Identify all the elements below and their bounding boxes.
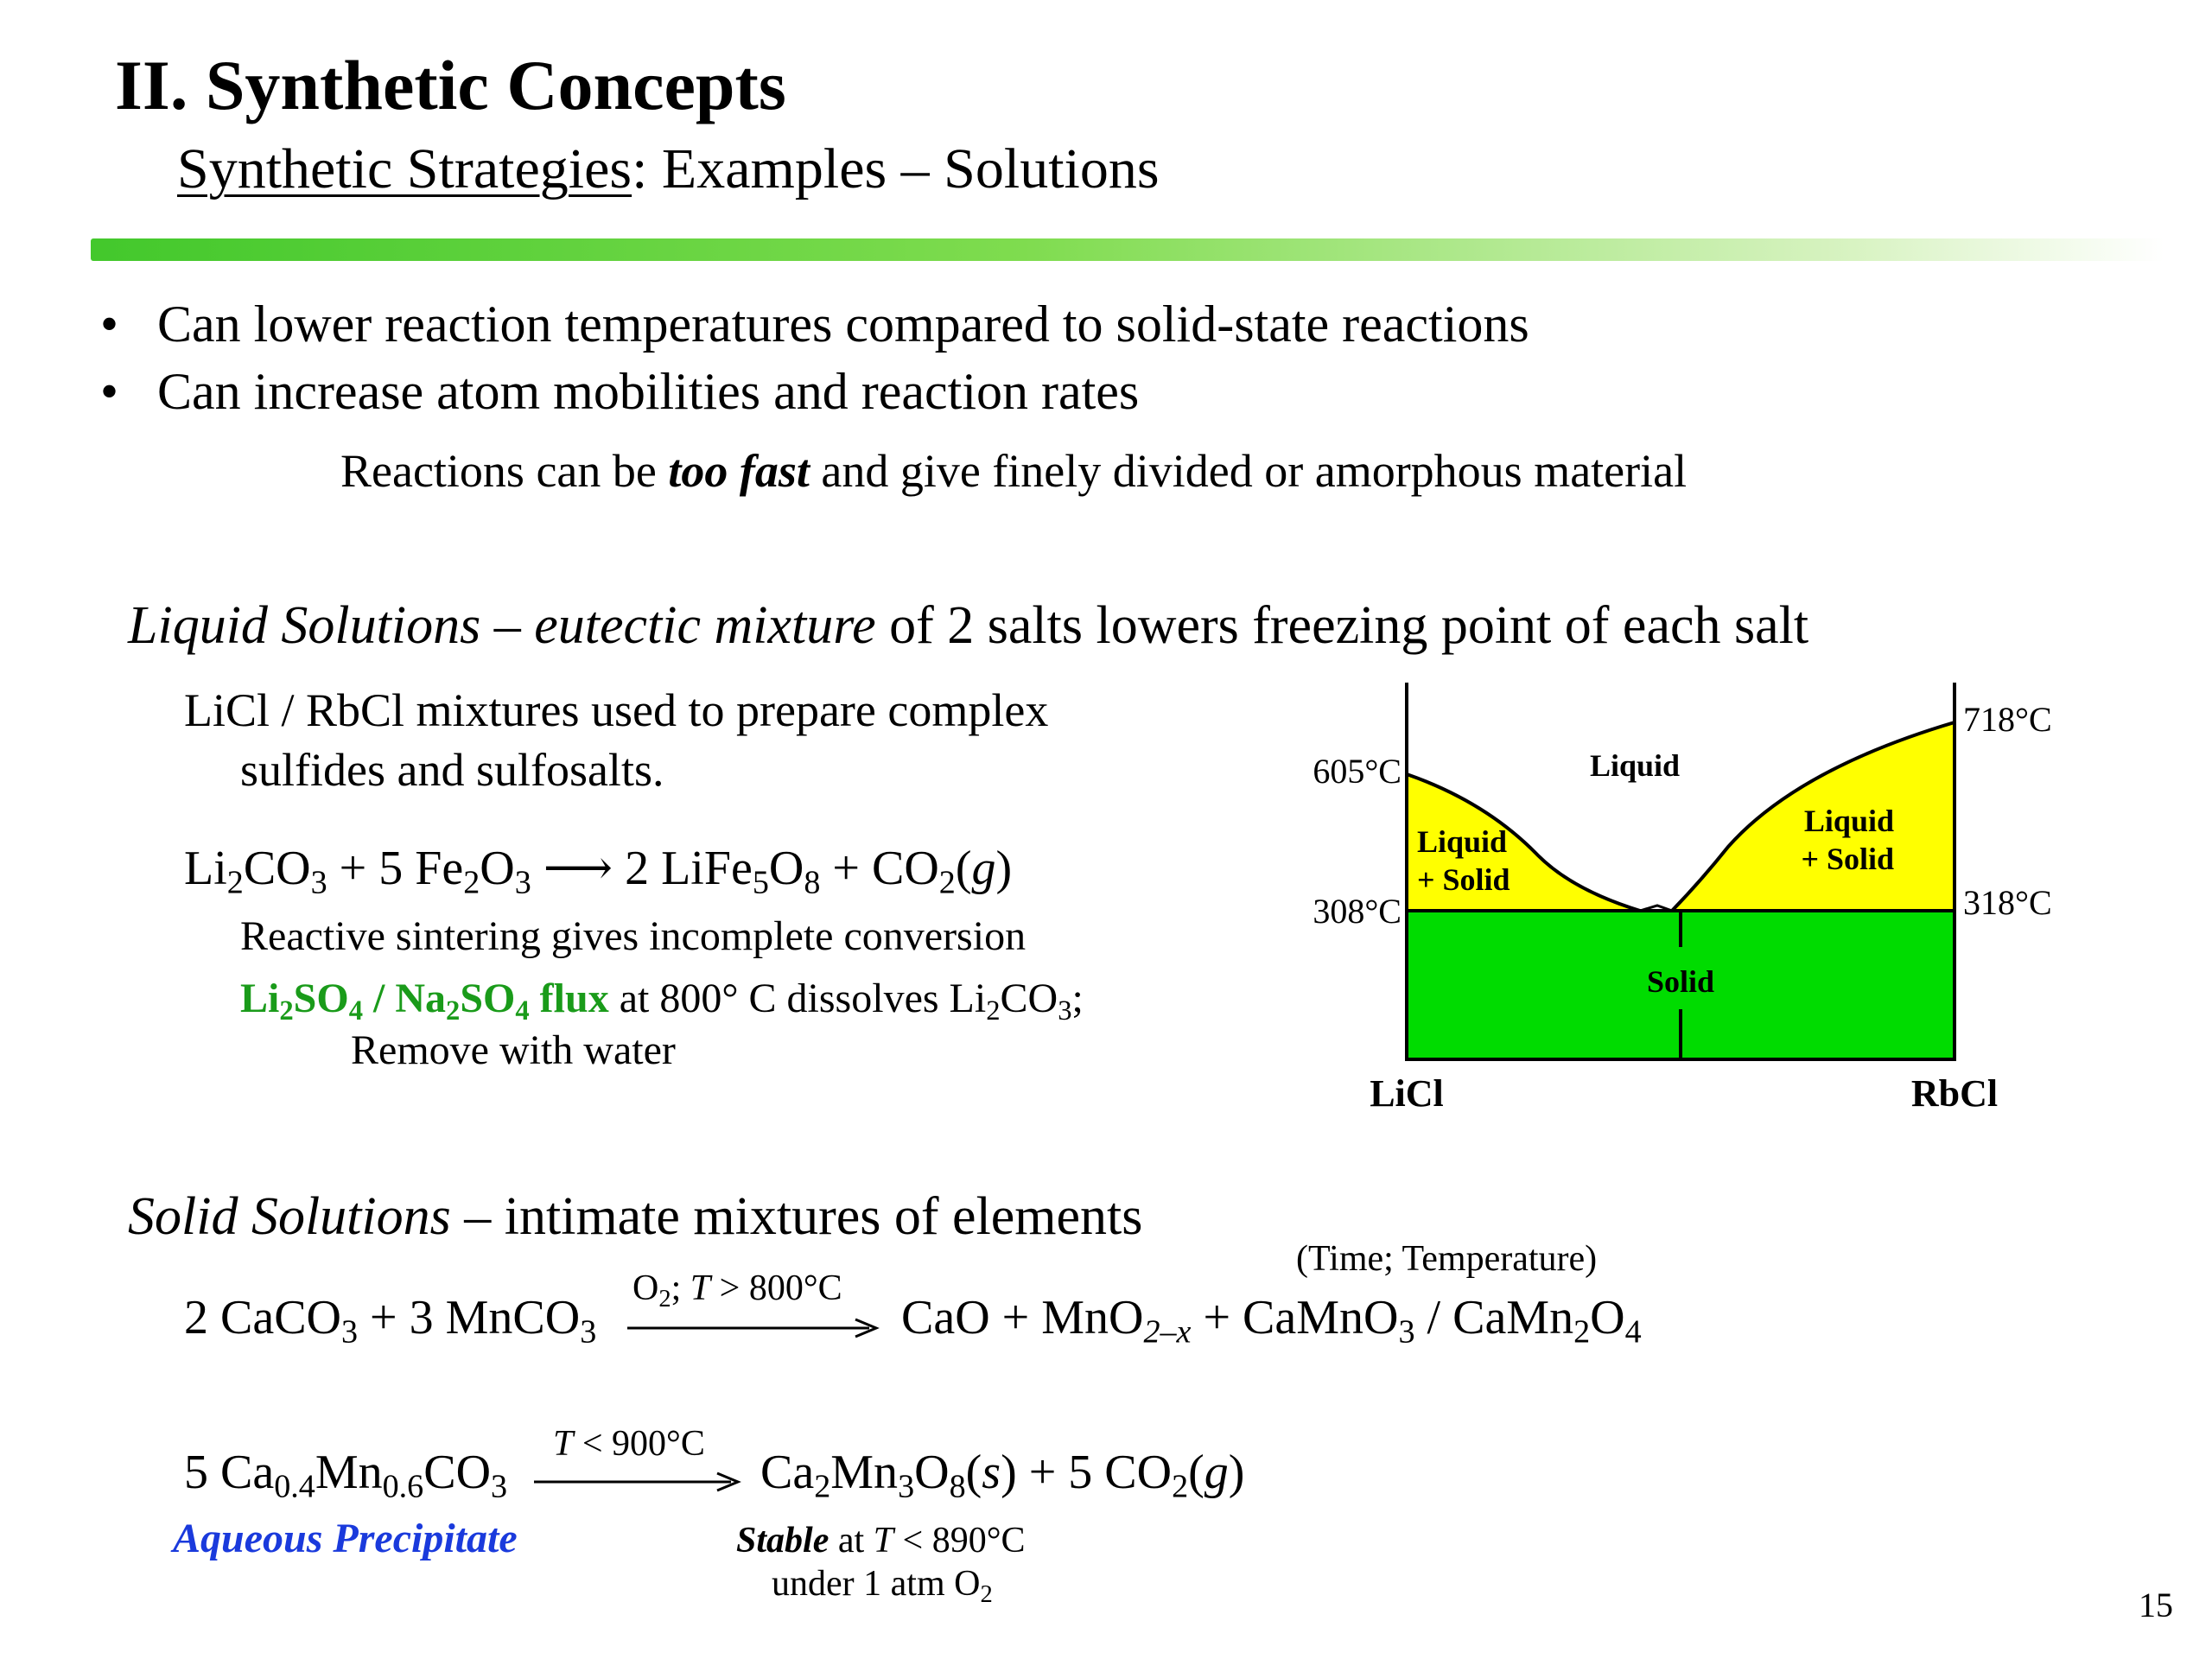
right-eutectic-temp: 318°C: [1963, 883, 2052, 922]
liquid-region-label: Liquid: [1589, 748, 1681, 783]
slide-subtitle: [177, 137, 1160, 200]
eq1-arrow: [627, 1315, 880, 1341]
page-number: 15: [2139, 1586, 2173, 1624]
ferrite-equation: $Li_2CO_3 + 5$ $Fe_2O_3$ ⟶ 2 $LiFe_5O_8 + CO_2(g)$: [184, 842, 1013, 901]
right-liquid-solid-label-2: + Solid: [1801, 842, 1894, 876]
licl-rbcl-phase-diagram: [1279, 674, 2091, 1141]
bullet-dot-icon: •: [100, 363, 119, 420]
flux-note-line2: Remove with water: [351, 1027, 676, 1073]
slide-title: II. Synthetic Concepts: [115, 46, 786, 124]
flux-formula: $Li_2SO_4 / Na_2SO_4$ flux: [240, 976, 609, 1027]
eq2-arrow: [534, 1469, 741, 1495]
left-eutectic-temp: 308°C: [1313, 892, 1402, 931]
left-melting-temp: 605°C: [1313, 752, 1402, 791]
too-fast-note: Reactions can be too fast and give finely divided or amorphous material: [340, 445, 1688, 497]
stability-note-line1: Stable at T < 890°C: [736, 1521, 1026, 1560]
x-label-rbcl: RbCl: [1910, 1072, 1999, 1115]
carbonate-equation-left: 2 CaCO$_3$ + 3 MnCO$_3$: [184, 1291, 597, 1351]
eq1-condition: $O_2$; T > 800°C: [632, 1268, 842, 1313]
time-temperature-note: (Time; Temperature): [1296, 1239, 1598, 1279]
bullet-item-1: • Can lower reaction temperatures compared to solid-state reactions: [100, 296, 1529, 353]
flux-note: $Li_2SO_4 / Na_2SO_4$ flux at 800° C dissolves $Li_2CO_3$;: [240, 976, 1084, 1027]
carbonate-equation-right: CaO + MnO$_{2-x}$ + CaMnO$_3$ / $CaMn_2O_4$: [901, 1291, 1642, 1351]
bullet-dot-icon: •: [100, 296, 119, 353]
right-melting-temp: 718°C: [1963, 700, 2052, 739]
subtitle-underlined: Synthetic Strategies: [177, 137, 632, 200]
precipitate-equation-right: $Ca_2Mn_3O_8(s) + 5$ $CO_2(g)$: [760, 1446, 1245, 1505]
liquid-solutions-heading: Liquid Solutions – eutectic mixture of 2 salts lowers freezing point of each salt: [128, 596, 1809, 655]
solid-solutions-heading: Solid Solutions – intimate mixtures of elements: [128, 1187, 1143, 1246]
aqueous-precipitate-label: Aqueous Precipitate: [173, 1516, 518, 1561]
eq2-condition: T < 900°C: [553, 1424, 705, 1464]
sintering-note: Reactive sintering gives incomplete conversion: [240, 913, 1027, 959]
licl-rbcl-para-line1: LiCl / RbCl mixtures used to prepare complex: [184, 684, 1049, 736]
too-fast-emphasis: too fast: [668, 445, 810, 497]
bullet-item-2: • Can increase atom mobilities and reaction rates: [100, 363, 1140, 420]
title-divider-bar: [91, 238, 2164, 261]
licl-rbcl-para-line2: sulfides and sulfosalts.: [240, 744, 664, 796]
solid-region-label: Solid: [1646, 964, 1715, 999]
precipitate-equation-left: 5 $Ca_{0.4}Mn_{0.6}CO_3$: [184, 1446, 508, 1505]
stability-note-line2: under 1 atm $O_2$: [772, 1564, 993, 1608]
left-liquid-solid-label-2: + Solid: [1417, 862, 1510, 897]
left-liquid-solid-label-1: Liquid: [1417, 824, 1508, 859]
x-label-licl: LiCl: [1370, 1072, 1444, 1115]
right-liquid-solid-label-1: Liquid: [1803, 804, 1894, 838]
subtitle-rest: : Examples – Solutions: [632, 137, 1160, 200]
